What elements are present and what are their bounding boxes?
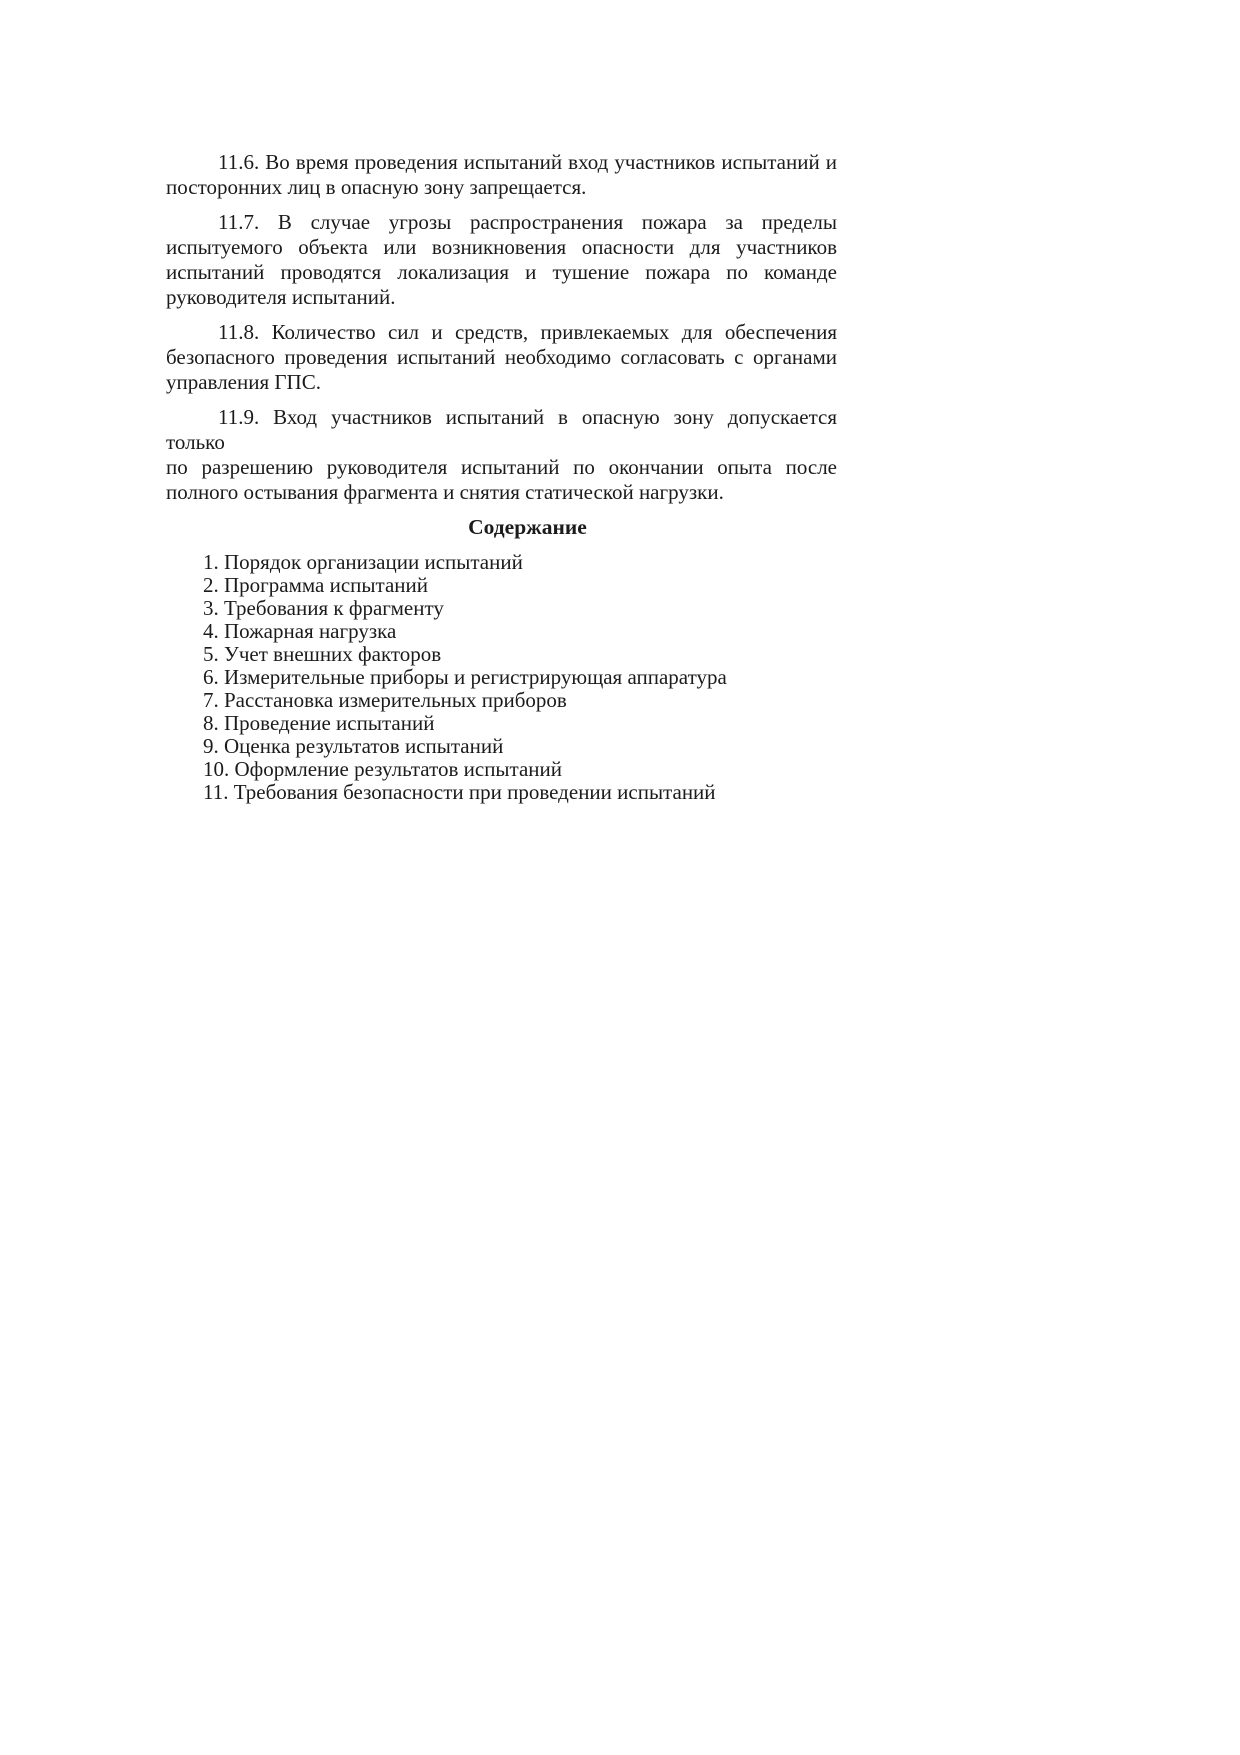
- paragraph-11-6: [166, 150, 837, 200]
- paragraph-line: 11.7. В случае угрозы распространения пожара за пределы: [218, 210, 837, 234]
- toc-item: 6. Измерительные приборы и регистрирующая аппаратура: [203, 665, 727, 689]
- paragraph-11-8: [166, 320, 837, 395]
- paragraph-11-7: [166, 210, 837, 310]
- paragraph-line: управления ГПС.: [166, 370, 321, 394]
- toc-item: 3. Требования к фрагменту: [203, 596, 444, 620]
- text-block: [166, 150, 837, 804]
- toc-item: 5. Учет внешних факторов: [203, 642, 442, 666]
- paragraph-line: 11.8. Количество сил и средств, привлекаемых для обеспечения: [218, 320, 837, 344]
- paragraph-11-9: [166, 405, 837, 505]
- paragraph-line: по разрешению руководителя испытаний по окончании опыта после: [166, 455, 837, 479]
- toc-item: 7. Расстановка измерительных приборов: [203, 688, 567, 712]
- toc-item: 4. Пожарная нагрузка: [203, 619, 397, 643]
- toc-item: 1. Порядок организации испытаний: [203, 550, 523, 574]
- toc-item: 10. Оформление результатов испытаний: [203, 757, 563, 781]
- paragraph-line: испытаний проводятся локализация и тушение пожара по команде: [166, 260, 837, 284]
- paragraph-line: испытуемого объекта или возникновения опасности для участников: [166, 235, 837, 259]
- toc-item: 2. Программа испытаний: [203, 573, 428, 597]
- toc-item: 9. Оценка результатов испытаний: [203, 734, 504, 758]
- paragraph-line: 11.6. Во время проведения испытаний вход участников испытаний и: [218, 150, 837, 174]
- toc-item: 11. Требования безопасности при проведении испытаний: [203, 780, 716, 804]
- paragraph-line: полного остывания фрагмента и снятия статической нагрузки.: [166, 480, 724, 504]
- table-of-contents: [166, 551, 837, 804]
- paragraph-line: безопасного проведения испытаний необходимо согласовать с органами: [166, 345, 837, 369]
- paragraph-line: руководителя испытаний.: [166, 285, 396, 309]
- paragraph-line: 11.9. Вход участников испытаний в опасную зону допускается только: [166, 405, 837, 454]
- paragraph-line: посторонних лиц в опасную зону запрещается.: [166, 175, 587, 199]
- toc-item: 8. Проведение испытаний: [203, 711, 435, 735]
- contents-heading: Содержание: [468, 515, 587, 539]
